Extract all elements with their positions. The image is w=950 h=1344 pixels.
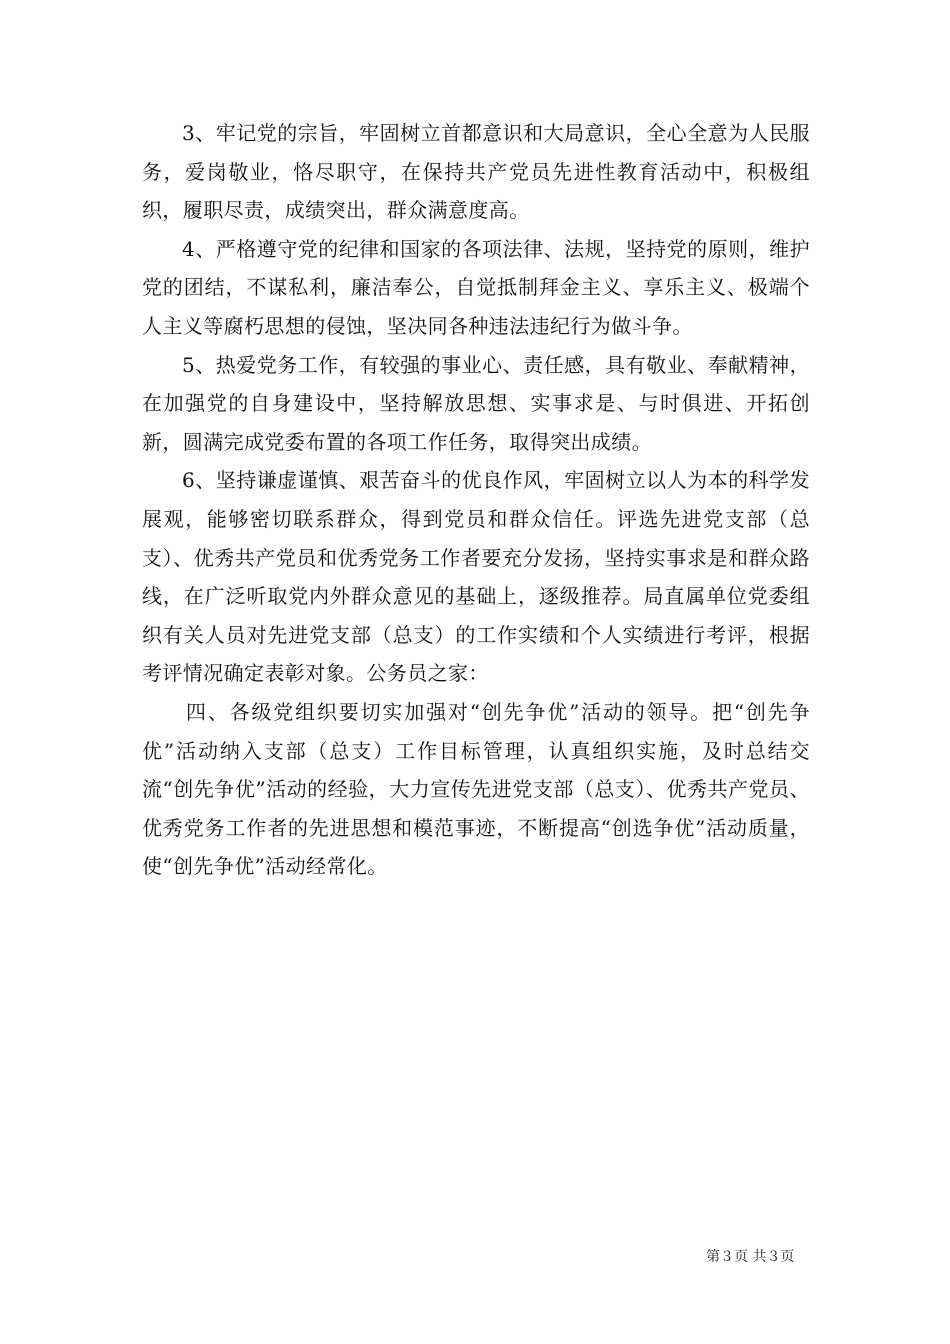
- paragraph-item-5: 5、热爱党务工作，有较强的事业心、责任感，具有敬业、奉献精神，在加强党的自身建设中，坚持解放思想、实事求是、与时俱进、开拓创新，圆满完成党委布置的各项工作任务，取得突出成绩。: [142, 352, 810, 454]
- paragraph-item-6: 6、坚持谦虚谨慎、艰苦奋斗的优良作风，牢固树立以人为本的科学发展观，能够密切联系群众，得到党员和群众信任。评选先进党支部（总支）、优秀共产党员和优秀党务工作者要充分发扬，坚持实事求是和群众路线，在广泛听取党内外群众意见的基础上，逐级推荐。局直属单位党委组织有关人员对先进党支部（总支）的工作实绩和个人实绩进行考评，根据考评情况确定表彰对象。公务员之家：: [142, 468, 810, 686]
- paragraph-item-3: 3、牢记党的宗旨，牢固树立首都意识和大局意识，全心全意为人民服务，爱岗敬业，恪尽职守，在保持共产党员先进性教育活动中，积极组织，履职尽责，成绩突出，群众满意度高。: [142, 121, 810, 223]
- paragraph-item-4: 4、严格遵守党的纪律和国家的各项法律、法规，坚持党的原则，维护党的团结，不谋私利，廉洁奉公，自觉抵制拜金主义、享乐主义、极端个人主义等腐朽思想的侵蚀，坚决同各种违法违纪行为做斗争。: [142, 236, 810, 338]
- paragraph-section-four: 四、各级党组织要切实加强对“创先争优”活动的领导。把“创先争优”活动纳入支部（总支）工作目标管理，认真组织实施，及时总结交流“创先争优”活动的经验，大力宣传先进党支部（总支）、优秀共产党员、优秀党务工作者的先进思想和模范事迹，不断提高“创选争优”活动质量，使“创先争优”活动经常化。: [142, 699, 810, 879]
- page-number: 第３页 共３页: [706, 1249, 795, 1265]
- document-body: [142, 114, 810, 886]
